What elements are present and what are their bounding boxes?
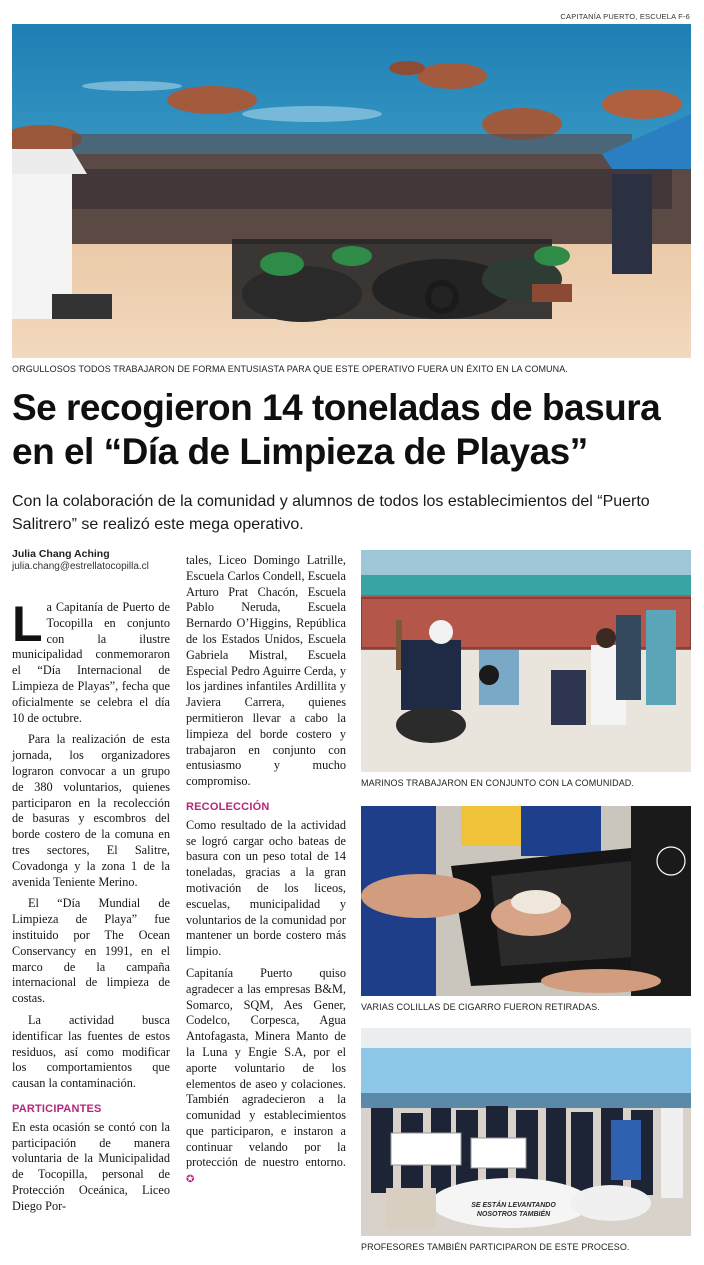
section-label: CAPITANÍA PUERTO, ESCUELA F-6 bbox=[560, 12, 690, 21]
end-mark: ✪ bbox=[186, 1174, 195, 1186]
author-email: julia.chang@estrellatocopilla.cl bbox=[12, 561, 149, 572]
paragraph-2: Para la realización de esta jornada, los organizadores lograron convocar a un grupo de 380 voluntarios, quienes participaron en la recolección de basuras y escombros del borde costero de la comuna en tres sectores, El Salitre, Covadonga y la zona 1 de la avenida Teniente Merino. bbox=[12, 732, 170, 889]
paragraph-5: En esta ocasión se contó con la participación de manera voluntaria de la Municipalidad de Tocopilla, personal de Protección Oceánica, Liceo Diego Por- bbox=[12, 1119, 170, 1213]
paragraph-7: Como resultado de la actividad se logró cargar ocho bateas de basura con un peso total de 14 toneladas, gracias a la gran motivación de los liceos, escuelas, municipalidad y voluntarios de la comunidad por mantener un borde costero más limpio. bbox=[186, 817, 346, 959]
byline bbox=[12, 548, 149, 572]
main-photo bbox=[12, 24, 691, 358]
subhead-participantes: PARTICIPANTES bbox=[12, 1102, 102, 1115]
paragraph-6: tales, Liceo Domingo Latrille, Escuela Carlos Condell, Escuela Arturo Prat Chacón, Escuela Pablo Neruda, Escuela Bernardo O’Higgins, República de los Estados Unidos, Escuela Gabriela Mistral, Escuela Especial Pedro Aguirre Cerda, y los jardines infantiles Ardillita y Javiera Carrera, quienes permitieron llevar a cabo la limpieza del borde costero y trabajaron en conjunto con entusiasmo y mucho compromiso. bbox=[186, 553, 346, 789]
side-photo-cigarettes bbox=[361, 806, 691, 996]
author-name: Julia Chang Aching bbox=[12, 548, 110, 560]
paragraph-1: La Capitanía de Puerto de Tocopilla en conjunto con la ilustre municipalidad conmemoraron el “Día Internacional de Limpieza de Playas”, fecha que oficialmente se celebra el día 10 de octubre. bbox=[12, 596, 170, 725]
article-column-2 bbox=[186, 553, 346, 1194]
main-photo-caption: ORGULLOSOS TODOS TRABAJARON DE FORMA ENTUSIASTA PARA QUE ESTE OPERATIVO FUERA UN ÉXITO EN LA COMUNA. bbox=[12, 364, 568, 374]
side-photo-3-caption: PROFESORES TAMBIÉN PARTICIPARON DE ESTE PROCESO. bbox=[361, 1242, 630, 1252]
subhead-recoleccion: RECOLECCIÓN bbox=[186, 800, 270, 813]
banner-sign: SE ESTÁN LEVANTANDO NOSOTROS TAMBIÉN bbox=[471, 1202, 556, 1218]
dropcap: L bbox=[12, 596, 43, 652]
headline-line-2: en el “Día de Limpieza de Playas” bbox=[12, 431, 588, 472]
paragraph-3: El “Día Mundial de Limpieza de Playa” fue instituido por The Ocean Conservancy en 1991, en el marco de la campaña internacional de limpieza de costas. bbox=[12, 896, 170, 1006]
headline bbox=[12, 386, 696, 474]
headline-line-1: Se recogieron 14 toneladas de basura bbox=[12, 387, 661, 428]
side-photo-2-caption: VARIAS COLILLAS DE CIGARRO FUERON RETIRADAS. bbox=[361, 1002, 600, 1012]
article-column-1 bbox=[12, 596, 170, 1220]
side-photo-teachers bbox=[361, 1028, 691, 1236]
paragraph-4: La actividad busca identificar las fuentes de estos residuos, así como modificar los comportamientos que causan la contaminación. bbox=[12, 1012, 170, 1091]
dek: Con la colaboración de la comunidad y alumnos de todos los establecimientos del “Puerto Salitrero” se realizó este mega operativo. bbox=[12, 493, 650, 533]
paragraph-8: Capitanía Puerto quiso agradecer a las empresas B&M, Somarco, SQM, Aes Gener, Codelco, Corpesca, Agua Antofagasta, Minera Manto de la Luna y Engie S.A, por el aporte voluntario de los elementos de aseo y colaciones. También agradecieron a la comunidad y establecimientos que participaron, e instaron a continuar velando por la protección de nuestro entorno. ✪ bbox=[186, 965, 346, 1186]
side-photo-marines bbox=[361, 550, 691, 772]
side-photo-1-caption: MARINOS TRABAJARON EN CONJUNTO CON LA COMUNIDAD. bbox=[361, 778, 634, 788]
